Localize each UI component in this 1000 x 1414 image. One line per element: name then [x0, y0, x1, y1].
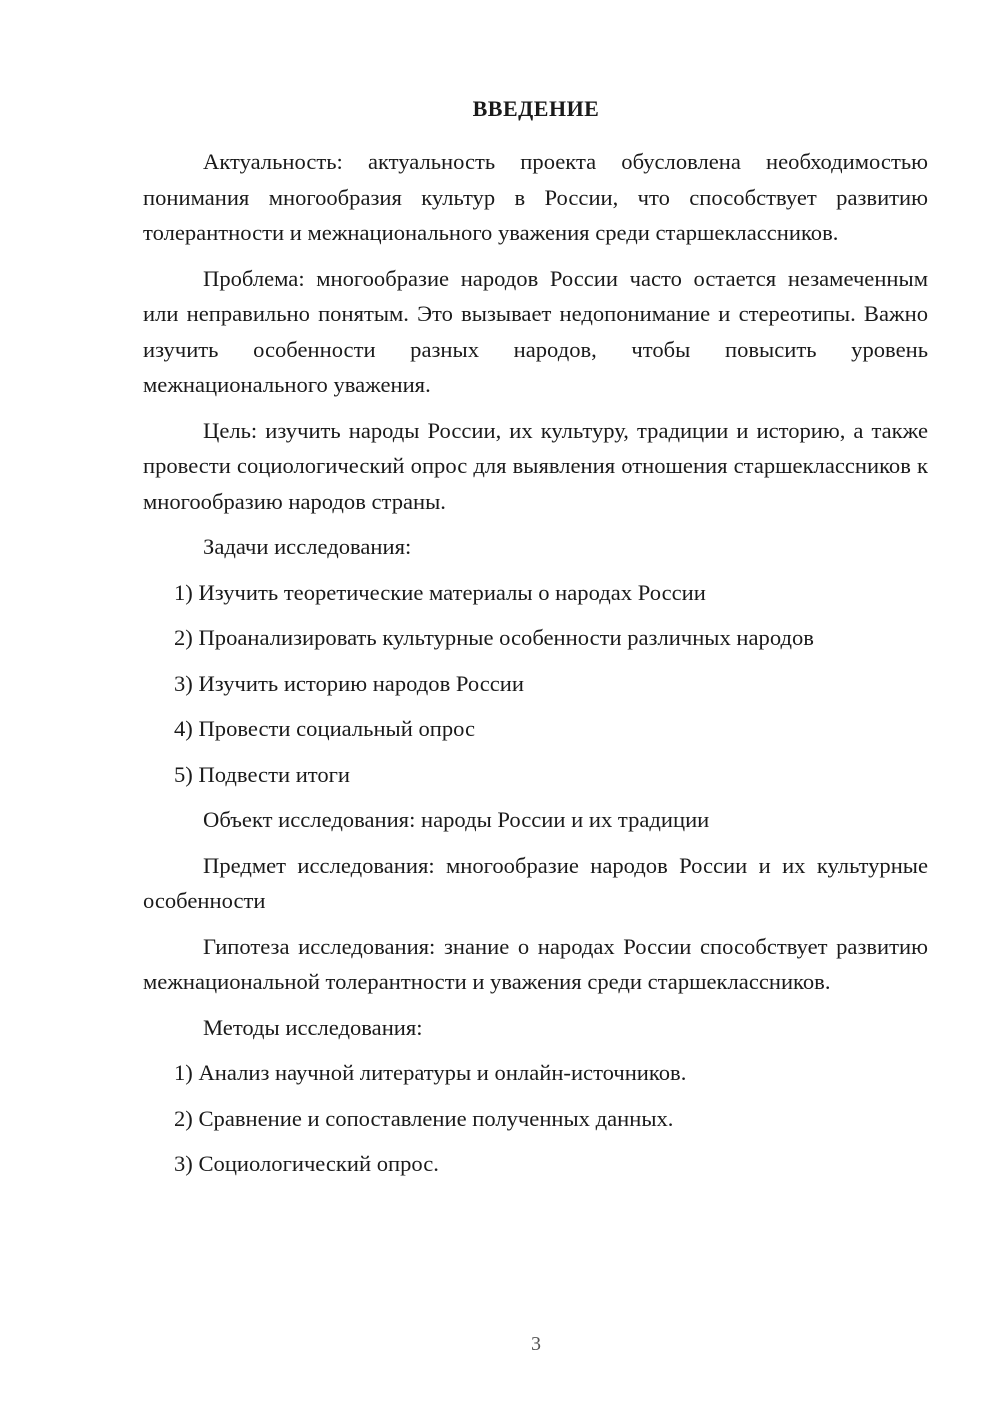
- relevance-paragraph: Актуальность: актуальность проекта обусловлена необходимостью понимания многообразия культур в России, что способствует развитию толерантности и межнационального уважения среди старшеклассников.: [143, 149, 928, 245]
- task-item: 4) Провести социальный опрос: [174, 716, 476, 741]
- methods-list: [143, 1055, 928, 1182]
- task-item: 3) Изучить историю народов России: [174, 670, 524, 696]
- method-item: 2) Сравнение и сопоставление полученных данных.: [174, 1105, 674, 1131]
- object-paragraph: Объект исследования: народы России и их традиции: [203, 807, 710, 832]
- task-item: 5) Подвести итоги: [174, 761, 351, 787]
- section-title: ВВЕДЕНИЕ: [472, 96, 600, 121]
- method-item: 3) Социологический опрос.: [174, 1151, 439, 1176]
- methods-heading: Методы исследования:: [203, 1014, 423, 1040]
- hypothesis-paragraph: Гипотеза исследования: знание о народах России способствует развитию межнациональной толерантности и уважения среди старшеклассников.: [143, 933, 928, 994]
- goal-paragraph: Цель: изучить народы России, их культуру, традиции и историю, а также провести социологический опрос для выявления отношения старшеклассников к многообразию народов страны.: [143, 417, 928, 514]
- tasks-list: [143, 575, 928, 793]
- method-item: 1) Анализ научной литературы и онлайн-источников.: [174, 1060, 687, 1085]
- subject-paragraph: Предмет исследования: многообразие народов России и их культурные особенности: [143, 852, 928, 913]
- task-item: 2) Проанализировать культурные особенности различных народов: [174, 625, 814, 650]
- task-item: 1) Изучить теоретические материалы о народах России: [174, 579, 706, 605]
- tasks-heading: Задачи исследования:: [203, 534, 412, 559]
- document-body: [143, 144, 928, 1192]
- problem-paragraph: Проблема: многообразие народов России часто остается незамеченным или неправильно понятым. Это вызывает недопонимание и стереотипы. Важно изучить особенности разных народов, чтобы повысить уровень межнационального уважения.: [143, 265, 928, 397]
- page-number: 3: [531, 1333, 541, 1355]
